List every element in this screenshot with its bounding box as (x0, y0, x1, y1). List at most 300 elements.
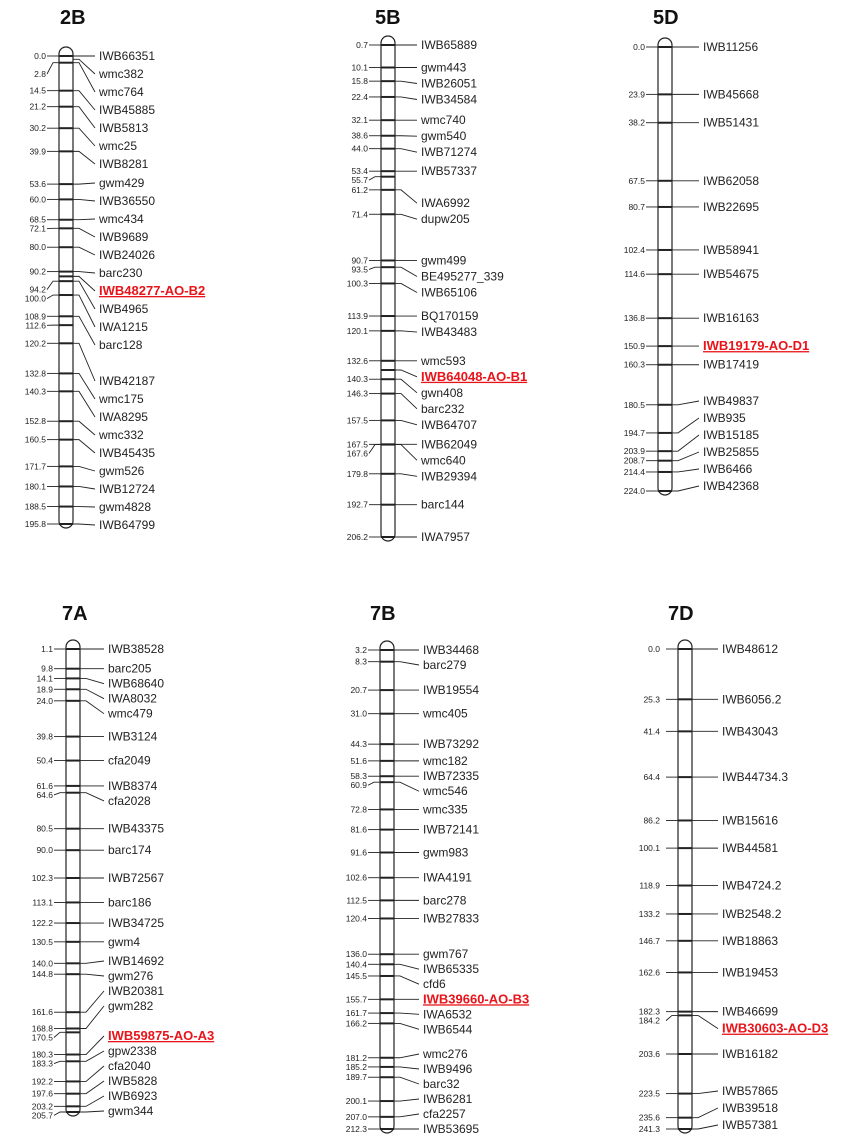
highlighted-marker-label: IWB19179-AO-D1 (703, 338, 810, 354)
marker-connector (692, 1015, 718, 1028)
marker-connector (395, 214, 417, 219)
marker-label: gwm499 (421, 253, 467, 268)
marker-connector (395, 379, 417, 393)
position-value: 140.4 (345, 959, 367, 970)
marker-label: IWA1215 (99, 320, 148, 334)
position-value: 203.9 (623, 446, 645, 457)
position-value: 120.4 (345, 913, 367, 924)
marker-connector (394, 1067, 419, 1069)
position-value: 180.5 (623, 399, 645, 410)
marker-label: IWB9689 (99, 230, 149, 244)
marker-label: wmc405 (423, 706, 468, 721)
marker-label: dupw205 (421, 212, 470, 227)
marker-label: IWB9496 (423, 1062, 473, 1076)
chromosome-body (381, 36, 395, 541)
position-value: 189.7 (345, 1072, 367, 1083)
position-value: 0.7 (356, 40, 368, 50)
position-value: 171.7 (24, 461, 46, 472)
position-value: 192.7 (346, 499, 368, 510)
position-value: 132.6 (346, 355, 368, 366)
marker-label: IWB64799 (99, 518, 156, 532)
marker-label: IWB935 (703, 411, 746, 425)
marker-label: wmc175 (99, 392, 144, 406)
marker-label: gwm983 (423, 845, 469, 860)
chromosome-body (658, 38, 672, 495)
position-value: 55.7 (351, 175, 368, 186)
position-tick (54, 1032, 66, 1037)
marker-connector (394, 964, 419, 969)
marker-connector (394, 1054, 419, 1058)
chromosome-body (380, 641, 394, 1133)
marker-label: IWB57381 (722, 1118, 779, 1132)
marker-label: gwm344 (108, 1104, 154, 1118)
marker-label: IWB43375 (108, 821, 165, 836)
marker-label: IWB6281 (423, 1092, 473, 1106)
position-value: 140.0 (31, 958, 53, 969)
position-value: 32.1 (351, 115, 368, 126)
marker-label: IWB72141 (423, 822, 480, 837)
position-value: 205.7 (31, 1110, 53, 1121)
marker-label: barc230 (99, 266, 143, 280)
marker-label: IWB12724 (99, 482, 156, 496)
marker-label: gpw2338 (108, 1044, 157, 1058)
marker-connector (395, 149, 417, 153)
position-value: 130.5 (31, 936, 53, 947)
position-value: 212.3 (345, 1124, 367, 1134)
marker-connector (394, 782, 419, 791)
marker-connector (80, 961, 104, 963)
marker-label: barc205 (108, 661, 152, 676)
marker-label: wmc25 (99, 139, 138, 153)
marker-label: IWB65106 (421, 285, 478, 300)
chromosome-7A (32, 603, 214, 1120)
marker-label: wmc546 (423, 784, 468, 799)
position-value: 0.0 (34, 51, 46, 61)
marker-label: IWB15185 (703, 428, 760, 442)
position-value: 90.2 (29, 266, 46, 277)
marker-label: gwm540 (421, 129, 467, 144)
highlighted-marker-label: IWB59875-AO-A3 (108, 1028, 215, 1043)
chromosome-5B (347, 7, 527, 544)
marker-label: wmc382 (99, 67, 144, 81)
marker-label: IWB17419 (703, 357, 760, 372)
position-value: 0.0 (648, 644, 660, 654)
position-value: 8.3 (355, 656, 367, 667)
marker-label: IWB57337 (421, 164, 478, 179)
marker-label: IWB71274 (421, 145, 478, 160)
marker-label: IWB15616 (722, 813, 779, 828)
marker-label: IWB42368 (703, 479, 760, 493)
chromosome-title: 5D (653, 7, 679, 29)
position-value: 112.6 (25, 320, 46, 331)
marker-label: IWB48612 (722, 642, 779, 656)
position-value: 192.2 (31, 1076, 53, 1087)
marker-connector (395, 97, 417, 100)
marker-label: IWB45885 (99, 103, 156, 117)
marker-connector (73, 63, 95, 92)
position-value: 100.3 (346, 278, 368, 289)
marker-label: IWB39518 (722, 1101, 779, 1115)
position-value: 68.5 (29, 214, 46, 225)
position-value: 162.6 (638, 967, 660, 978)
position-value: 44.3 (350, 739, 367, 750)
position-value: 67.5 (628, 175, 645, 186)
marker-connector (395, 331, 417, 332)
marker-label: cfa2028 (108, 793, 151, 808)
marker-label: IWB72335 (423, 769, 480, 784)
marker-connector (73, 466, 95, 471)
position-value: 155.7 (345, 994, 367, 1005)
position-value: 184.2 (638, 1015, 660, 1026)
position-value: 206.2 (346, 532, 368, 542)
position-value: 25.3 (643, 694, 660, 705)
position-value: 81.6 (350, 824, 367, 835)
position-value: 100.0 (24, 293, 46, 304)
position-value: 72.1 (29, 223, 46, 234)
position-value: 195.8 (24, 519, 46, 529)
marker-connector (73, 343, 95, 381)
marker-connector (73, 524, 95, 525)
position-value: 9.8 (41, 663, 53, 674)
highlighted-marker-label: IWB64048-AO-B1 (421, 368, 528, 384)
marker-label: barc128 (99, 338, 143, 352)
position-value: 108.9 (24, 311, 46, 322)
marker-connector (672, 435, 699, 451)
marker-label: IWB44581 (722, 841, 779, 856)
marker-label: IWB45668 (703, 87, 760, 102)
marker-label: IWB6923 (108, 1089, 158, 1103)
marker-connector (395, 267, 417, 276)
marker-connector (73, 183, 95, 184)
marker-label: cfa2040 (108, 1059, 151, 1073)
marker-label: IWB68640 (108, 676, 165, 691)
marker-label: barc186 (108, 895, 152, 910)
position-value: 145.5 (345, 970, 367, 981)
chromosome-7D (639, 603, 828, 1134)
marker-label: IWB62058 (703, 173, 760, 188)
marker-label: barc174 (108, 843, 152, 858)
marker-label: IWB6056.2 (722, 692, 782, 707)
marker-label: wmc640 (421, 453, 466, 468)
marker-connector (80, 701, 104, 714)
position-tick (47, 63, 59, 74)
marker-connector (80, 793, 104, 801)
marker-label: wmc740 (421, 113, 466, 128)
position-value: 203.6 (638, 1049, 660, 1060)
position-value: 71.4 (351, 209, 368, 220)
position-value: 58.3 (350, 771, 367, 782)
marker-label: barc278 (423, 893, 467, 908)
position-value: 167.6 (346, 448, 368, 459)
marker-label: IWB20381 (108, 984, 165, 998)
marker-label: IWB4965 (99, 302, 149, 316)
position-value: 61.6 (36, 780, 53, 791)
position-value: 24.0 (36, 695, 53, 706)
marker-label: IWB36550 (99, 194, 156, 208)
position-value: 10.1 (351, 62, 368, 73)
marker-label: gwm276 (108, 969, 154, 983)
chromosome-title: 7A (62, 603, 88, 625)
marker-label: gwm4828 (99, 500, 152, 514)
marker-label: IWB65889 (421, 38, 478, 52)
marker-label: IWB6544 (423, 1022, 473, 1037)
chromosome-title: 5B (375, 7, 401, 29)
marker-label: gwm767 (423, 947, 469, 962)
position-value: 136.0 (345, 949, 367, 960)
position-tick (369, 267, 381, 269)
marker-label: IWB22695 (703, 199, 760, 214)
marker-connector (73, 391, 95, 417)
marker-connector (80, 1066, 104, 1081)
position-value: 160.3 (623, 359, 645, 370)
position-value: 140.3 (346, 374, 368, 385)
position-value: 61.2 (351, 184, 368, 195)
marker-label: wmc182 (423, 753, 468, 768)
position-tick (47, 281, 59, 289)
position-value: 20.7 (350, 685, 367, 696)
marker-connector (73, 219, 95, 220)
marker-label: IWB58941 (703, 242, 760, 257)
position-value: 93.5 (351, 264, 368, 275)
position-value: 185.2 (345, 1061, 367, 1072)
position-value: 39.9 (29, 146, 46, 157)
position-value: 38.2 (628, 117, 645, 128)
marker-label: IWA8032 (108, 691, 157, 706)
position-value: 102.4 (623, 244, 645, 255)
marker-label: wmc593 (421, 353, 466, 368)
marker-connector (692, 1125, 718, 1129)
position-value: 132.8 (24, 368, 46, 379)
marker-connector (73, 128, 95, 146)
position-value: 161.7 (345, 1008, 367, 1019)
marker-label: IWA7957 (421, 530, 470, 544)
position-value: 114.6 (624, 269, 645, 280)
position-value: 160.5 (24, 434, 46, 445)
position-value: 140.3 (24, 386, 46, 397)
marker-connector (73, 272, 95, 273)
marker-label: wmc332 (99, 428, 144, 442)
marker-connector (692, 1091, 718, 1094)
marker-connector (73, 421, 95, 435)
position-value: 44.0 (351, 143, 368, 154)
marker-label: gwm429 (99, 176, 145, 190)
marker-label: IWB72567 (108, 871, 165, 886)
marker-label: IWB5813 (99, 121, 149, 135)
position-value: 91.6 (350, 847, 367, 858)
position-value: 60.0 (29, 194, 46, 205)
position-value: 150.9 (623, 341, 645, 352)
marker-label: IWB25855 (703, 445, 760, 459)
position-value: 102.3 (31, 873, 53, 884)
position-value: 90.7 (351, 255, 368, 266)
marker-label: IWB73292 (423, 737, 480, 752)
marker-connector (395, 81, 417, 83)
marker-connector (80, 1051, 104, 1061)
marker-label: IWB24026 (99, 248, 156, 262)
position-value: 23.9 (628, 89, 645, 100)
chromosome-title: 7B (370, 603, 396, 625)
marker-label: IWB53695 (423, 1122, 480, 1136)
marker-connector (73, 440, 95, 453)
marker-connector (73, 199, 95, 201)
marker-label: IWB34468 (423, 643, 480, 657)
marker-label: barc32 (423, 1077, 460, 1091)
marker-label: IWB46699 (722, 1004, 779, 1019)
position-value: 166.2 (345, 1018, 367, 1029)
position-value: 167.5 (346, 439, 368, 450)
marker-label: IWB4724.2 (722, 878, 782, 893)
marker-connector (394, 1114, 419, 1117)
marker-connector (394, 1077, 419, 1084)
position-value: 208.7 (623, 455, 645, 466)
marker-label: gwm443 (421, 60, 467, 75)
marker-connector (395, 445, 417, 461)
position-value: 72.8 (350, 804, 367, 815)
chromosome-5D (624, 7, 809, 496)
marker-label: gwn408 (421, 385, 464, 400)
position-value: 133.2 (638, 908, 660, 919)
position-value: 203.2 (31, 1101, 53, 1112)
marker-connector (73, 295, 95, 327)
marker-label: IWB14692 (108, 954, 165, 968)
marker-label: IWB64707 (421, 417, 478, 432)
marker-label: wmc479 (108, 706, 153, 721)
marker-label: gwm282 (108, 999, 154, 1013)
position-value: 50.4 (36, 755, 53, 766)
position-value: 214.4 (623, 466, 645, 477)
marker-label: IWB34725 (108, 916, 165, 931)
marker-label: IWB5828 (108, 1074, 158, 1088)
highlighted-marker-label: IWB39660-AO-B3 (423, 991, 530, 1007)
marker-connector (395, 370, 417, 377)
position-value: 161.6 (31, 1007, 53, 1018)
position-value: 14.1 (36, 673, 53, 684)
marker-label: gwm526 (99, 464, 145, 478)
marker-label: IWB19453 (722, 965, 779, 980)
marker-label: IWB51431 (703, 115, 760, 130)
position-value: 21.2 (29, 101, 46, 112)
marker-label: cfa2257 (423, 1107, 466, 1121)
marker-connector (73, 228, 95, 237)
marker-label: cfa2049 (108, 753, 151, 768)
marker-label: IWB8281 (99, 157, 149, 171)
position-value: 118.9 (639, 880, 660, 891)
position-tick (54, 1061, 66, 1063)
position-value: 180.3 (31, 1049, 53, 1060)
marker-label: IWB16182 (722, 1047, 779, 1062)
marker-connector (73, 247, 95, 255)
marker-label: IWB42187 (99, 374, 156, 388)
marker-connector (73, 151, 95, 164)
marker-label: IWB26051 (421, 76, 478, 91)
marker-label: IWA6992 (421, 196, 470, 211)
position-value: 100.1 (638, 843, 660, 854)
position-value: 224.0 (623, 486, 645, 496)
position-value: 180.1 (24, 481, 46, 492)
position-value: 80.5 (36, 823, 53, 834)
position-value: 18.9 (36, 684, 53, 695)
marker-connector (80, 1111, 104, 1112)
marker-connector (80, 974, 104, 976)
chromosome-title: 7D (668, 603, 694, 625)
position-value: 22.4 (351, 91, 368, 102)
position-value: 112.5 (346, 895, 367, 906)
marker-label: IWB43483 (421, 325, 478, 340)
marker-label: IWB16163 (703, 311, 760, 326)
position-value: 241.3 (638, 1124, 660, 1134)
marker-label: IWB66351 (99, 49, 156, 63)
marker-connector (80, 1096, 104, 1106)
position-value: 31.0 (350, 708, 367, 719)
position-tick (368, 782, 380, 785)
position-value: 207.0 (345, 1111, 367, 1122)
marker-label: IWB44734.3 (722, 770, 789, 785)
marker-label: barc144 (421, 497, 465, 512)
position-value: 64.4 (643, 772, 660, 783)
marker-label: IWB34584 (421, 92, 478, 107)
position-tick (47, 295, 59, 299)
marker-label: IWB65335 (423, 962, 480, 977)
position-value: 144.8 (31, 969, 53, 980)
marker-label: IWB6466 (703, 462, 753, 476)
marker-label: barc232 (421, 401, 465, 416)
marker-connector (80, 1006, 104, 1028)
position-value: 197.6 (31, 1088, 53, 1099)
marker-label: IWB38528 (108, 642, 165, 656)
marker-connector (394, 1013, 419, 1014)
marker-connector (395, 190, 417, 203)
position-value: 2.8 (34, 69, 46, 79)
position-value: 30.2 (29, 123, 46, 134)
position-value: 14.5 (29, 85, 46, 96)
chromosome-2B (25, 7, 205, 532)
marker-connector (80, 991, 104, 1012)
marker-connector (394, 1099, 419, 1101)
position-value: 182.3 (638, 1006, 660, 1017)
position-value: 39.8 (36, 731, 53, 742)
marker-connector (395, 420, 417, 424)
position-value: 80.7 (628, 201, 645, 212)
marker-connector (672, 486, 699, 491)
position-value: 194.7 (623, 427, 645, 438)
position-tick (666, 1015, 678, 1020)
position-value: 188.5 (24, 501, 46, 512)
position-value: 183.3 (31, 1058, 53, 1069)
marker-connector (394, 976, 419, 984)
position-tick (54, 1112, 66, 1115)
marker-connector (395, 394, 417, 409)
marker-label: IWB18863 (722, 933, 779, 948)
marker-label: IWB45435 (99, 446, 156, 460)
position-value: 136.8 (623, 313, 645, 324)
marker-label: wmc276 (423, 1047, 468, 1061)
marker-connector (672, 418, 699, 433)
marker-connector (80, 1036, 104, 1055)
position-value: 64.6 (36, 789, 53, 800)
marker-label: cfd6 (423, 977, 446, 992)
marker-label: IWB27833 (423, 911, 480, 926)
position-value: 157.5 (346, 415, 368, 426)
highlighted-marker-label: IWB30603-AO-D3 (722, 1020, 829, 1036)
marker-label: gwm4 (108, 934, 141, 949)
marker-connector (80, 1081, 104, 1094)
marker-label: wmc434 (99, 212, 144, 226)
marker-label: IWB3124 (108, 729, 158, 744)
marker-label: IWB54675 (703, 267, 760, 282)
marker-connector (73, 107, 95, 128)
marker-label: IWA6532 (423, 1007, 472, 1022)
marker-connector (80, 689, 104, 698)
